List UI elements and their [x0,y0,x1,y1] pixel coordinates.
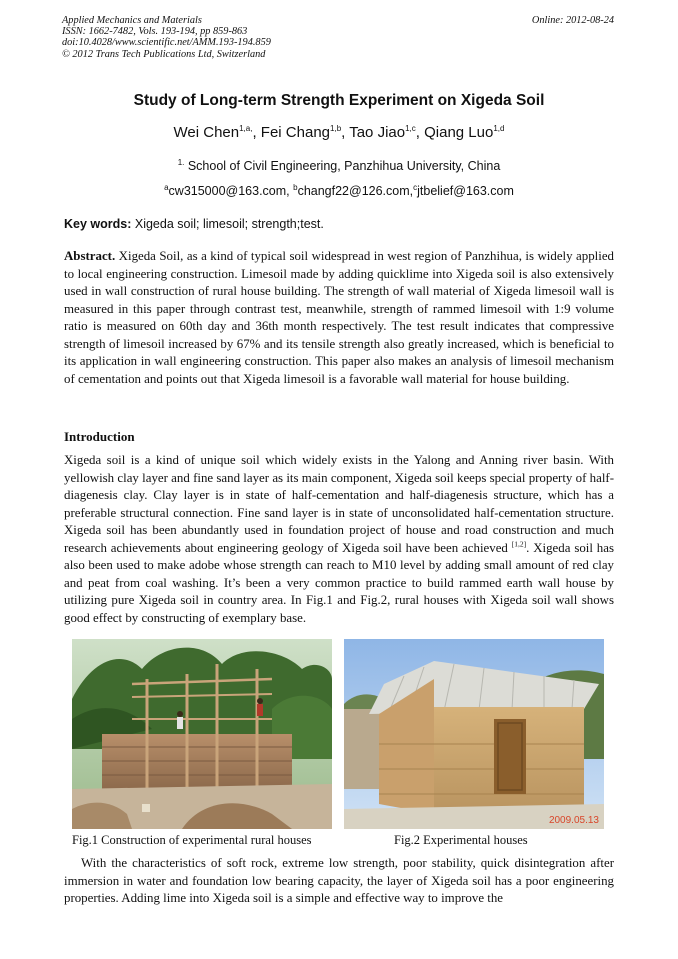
author-affiliation-mark: 1,b [330,124,342,133]
email-mark: b [293,182,298,192]
author-affiliation-mark: 1,a, [239,124,253,133]
email-mark: c [413,182,418,192]
author-name: Wei Chen [173,124,240,141]
journal-name: Applied Mechanics and Materials [62,15,202,26]
keywords-text: Xigeda soil; limesoil; strength;test. [131,217,324,231]
wooden-door [494,719,526,794]
figure-1-caption: Fig.1 Construction of experimental rural houses [72,833,312,847]
abstract-paragraph [64,248,614,388]
author-name: Qiang Luo [424,124,494,141]
citation-link[interactable]: [1,2] [511,539,527,549]
author-affiliation-mark: 1,c [405,124,416,133]
keywords [64,217,324,231]
affiliation [0,159,678,173]
figure-1-photo [72,639,332,829]
author-affiliation-mark: 1,d [493,124,505,133]
email-link[interactable]: changf22@126.com, [297,184,414,198]
photo-datestamp: 2009.05.13 [548,815,599,826]
abstract-text: Xigeda Soil, as a kind of typical soil widespread in west region of Panzhihua, is widely applied to local engineering construction. Limesoil made by adding quicklime into Xigeda soil is also extensively used in wall construction of rural house building. The strength of wall material of Xigeda limesoil wall is measured in this paper through contrast test, meanwhile, strength of rammed limesoil with 1:9 volume ratio is measured on 60th day and 36th month respectively. The test result indicates that compressive strength of limesoil increased by 67% and its tensile strength also greatly increased, which is beneficial to its application in wall engineering construction. This paper also makes an analysis of limesoil mechanism of cementation and points out that Xigeda limesoil is a favorable wall material for house building. [64,249,614,386]
figure-2-photo [344,639,604,829]
author-list: Wei Chen$^{1,a,}$, Fei Chang$^{1,b}$, Tao Jiao$^{1,c}$, Qiang Luo$^{1,d}$ [173,124,505,141]
author-name: Fei Chang [260,124,331,141]
doi-line: doi:10.4028/www.scientific.net/AMM.193-194.859 [62,37,271,49]
introduction-paragraph [64,452,614,627]
email-link[interactable]: cw315000@163.com, [168,184,294,198]
introduction-text: . Xigeda soil has also been used to make adobe whose strength can reach to M10 level by adding small amount of red clay and peat from coal washing. It’s been a very common practice to build rammed earth wall house by utilizing pure Xigeda soil in country area. In Fig.1 and Fig.2, rural houses with Xigeda soil wall shows good effect by constructing of exemplary base. [64,540,614,625]
affiliation-mark: 1. [177,157,185,167]
paper-title: Study of Long-term Strength Experiment on Xigeda Soil [133,92,545,109]
email-mark: a [164,182,169,192]
affiliation-text: School of Civil Engineering, Panzhihua University, China [184,159,501,173]
email-list [0,184,678,198]
issn-line: ISSN: 1662-7482, Vols. 193-194, pp 859-863 [62,26,248,38]
figure-2-caption: Fig.2 Experimental houses [394,833,528,847]
continuation-paragraph: With the characteristics of soft rock, extreme low strength, poor stability, quick disintegration after immersion in water and foundation low bearing capacity, the layer of Xigeda soil has a poor engineering properties. Adding lime into Xigeda soil is a simple and effective way to improve the [64,856,614,905]
copyright-line: © 2012 Trans Tech Publications Ltd, Switzerland [62,48,266,60]
online-date: Online: 2012-08-24 [531,15,614,26]
bucket [142,804,150,812]
keywords-label: Key words: [64,217,132,231]
introduction-text: Xigeda soil is a kind of unique soil which widely exists in the Yalong and Anning river basin. With yellowish clay layer and fine sand layer as its main component, Xigeda soil keeps special property of half-diagenesis clay. Clay layer is in state of half-cementation and half-diagenesis structure, which has a preferable structural connection. Fine sand layer is in state of unconsolidated half-cementation structure. Xigeda soil has been abundantly used in foundation project of house and road construction and much research achievements about engineering geology of Xigeda soil have been achieved [64,453,614,555]
section-heading-introduction: Introduction [64,429,135,444]
abstract-label: Abstract. [64,249,116,263]
email-link[interactable]: jtbelief@163.com [417,184,514,198]
journal-header [62,15,614,60]
author-name: Tao Jiao [349,124,406,141]
